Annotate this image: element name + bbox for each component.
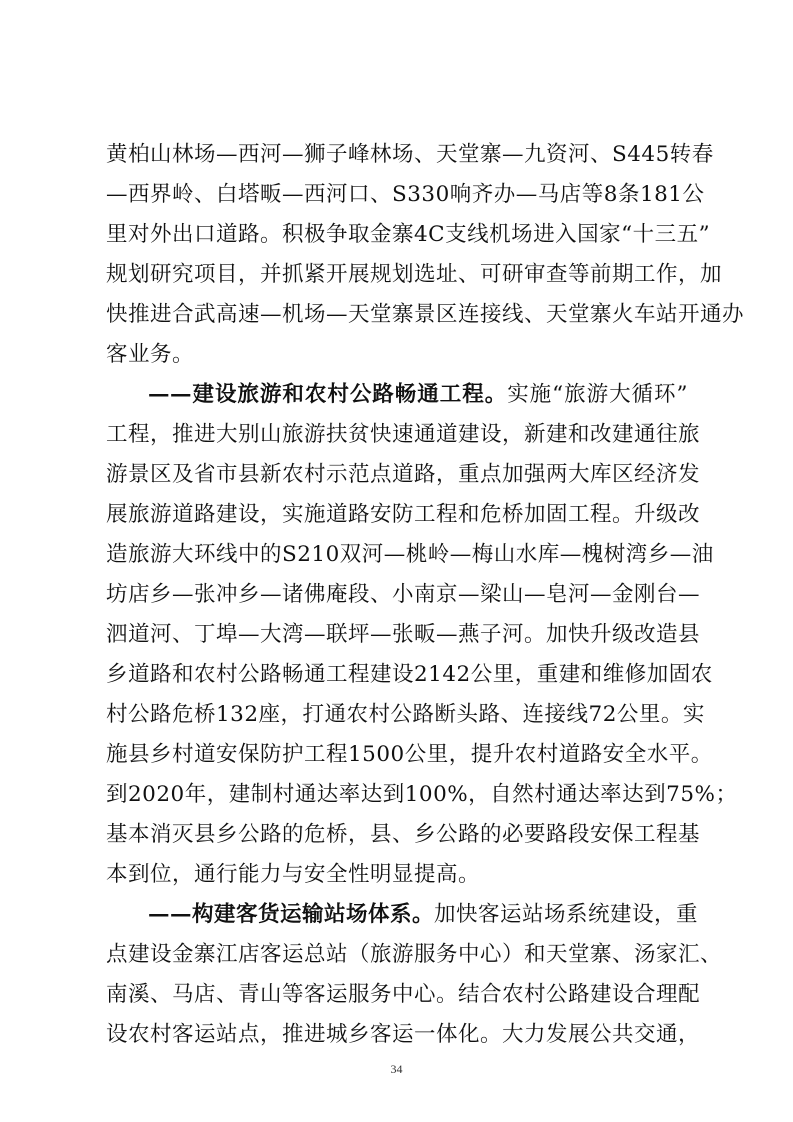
page-number: 34 [390, 1062, 403, 1076]
body-text-line: 规划研究项目，并抓紧开展规划选址、可研审查等前期工作，加 [106, 262, 723, 287]
body-text-line: 到2020年，建制村通达率达到100%，自然村通达率达到75%； [106, 782, 738, 807]
body-text-line: 南溪、马店、青山等客运服务中心。结合农村公路建设合理配 [106, 982, 701, 1007]
body-text-line: 快推进合武高速—机场—天堂寨景区连接线、天堂寨火车站开通办 [106, 302, 745, 327]
body-text-line: —西界岭、白塔畈—西河口、S330响齐办—马店等8条181公 [106, 182, 705, 207]
section-heading-line [148, 900, 699, 930]
body-text-line: 工程，推进大别山旅游扶贫快速通道建设，新建和改建通往旅 [106, 422, 701, 447]
body-text-line: 游景区及省市县新农村示范点道路，重点加强两大库区经济发 [106, 462, 701, 487]
body-text-line: 施县乡村道安保防护工程1500公里，提升农村道路安全水平。 [106, 742, 713, 767]
body-text-line: 本到位，通行能力与安全性明显提高。 [106, 862, 481, 887]
body-text-line: 展旅游道路建设，实施道路安防工程和危桥加固工程。升级改 [106, 502, 701, 527]
section-heading-rest: 实施“旅游大循环” [507, 382, 688, 407]
body-text-line: 黄柏山林场—西河—狮子峰林场、天堂寨—九资河、S445转春 [106, 142, 714, 167]
body-text-line: 客业务。 [106, 342, 195, 367]
section-heading: ——构建客货运输站场体系。 [148, 902, 435, 927]
body-text-line: 造旅游大环线中的S210双河—桃岭—梅山水库—槐树湾乡—油 [106, 542, 714, 567]
body-text-line: 乡道路和农村公路畅通工程建设2142公里，重建和维修加固农 [106, 662, 713, 687]
body-text-line: 村公路危桥132座，打通农村公路断头路、连接线72公里。实 [106, 702, 705, 727]
body-text-line: 里对外出口道路。积极争取金寨4C支线机场进入国家“十三五” [106, 222, 711, 247]
section-heading-rest: 加快客运站场系统建设，重 [434, 902, 699, 927]
section-heading-line [148, 380, 688, 410]
body-text-line: 点建设金寨江店客运总站（旅游服务中心）和天堂寨、汤家汇、 [106, 942, 723, 967]
body-text-line: 泗道河、丁埠—大湾—联坪—张畈—燕子河。加快升级改造县 [106, 622, 701, 647]
body-text-line: 设农村客运站点，推进城乡客运一体化。大力发展公共交通， [106, 1022, 701, 1047]
body-text-line: 基本消灭县乡公路的危桥，县、乡公路的必要路段安保工程基 [106, 822, 701, 847]
section-heading: ——建设旅游和农村公路畅通工程。 [148, 382, 508, 407]
body-text-line: 坊店乡—张冲乡—诸佛庵段、小南京—梁山—皂河—金刚台— [106, 582, 701, 607]
